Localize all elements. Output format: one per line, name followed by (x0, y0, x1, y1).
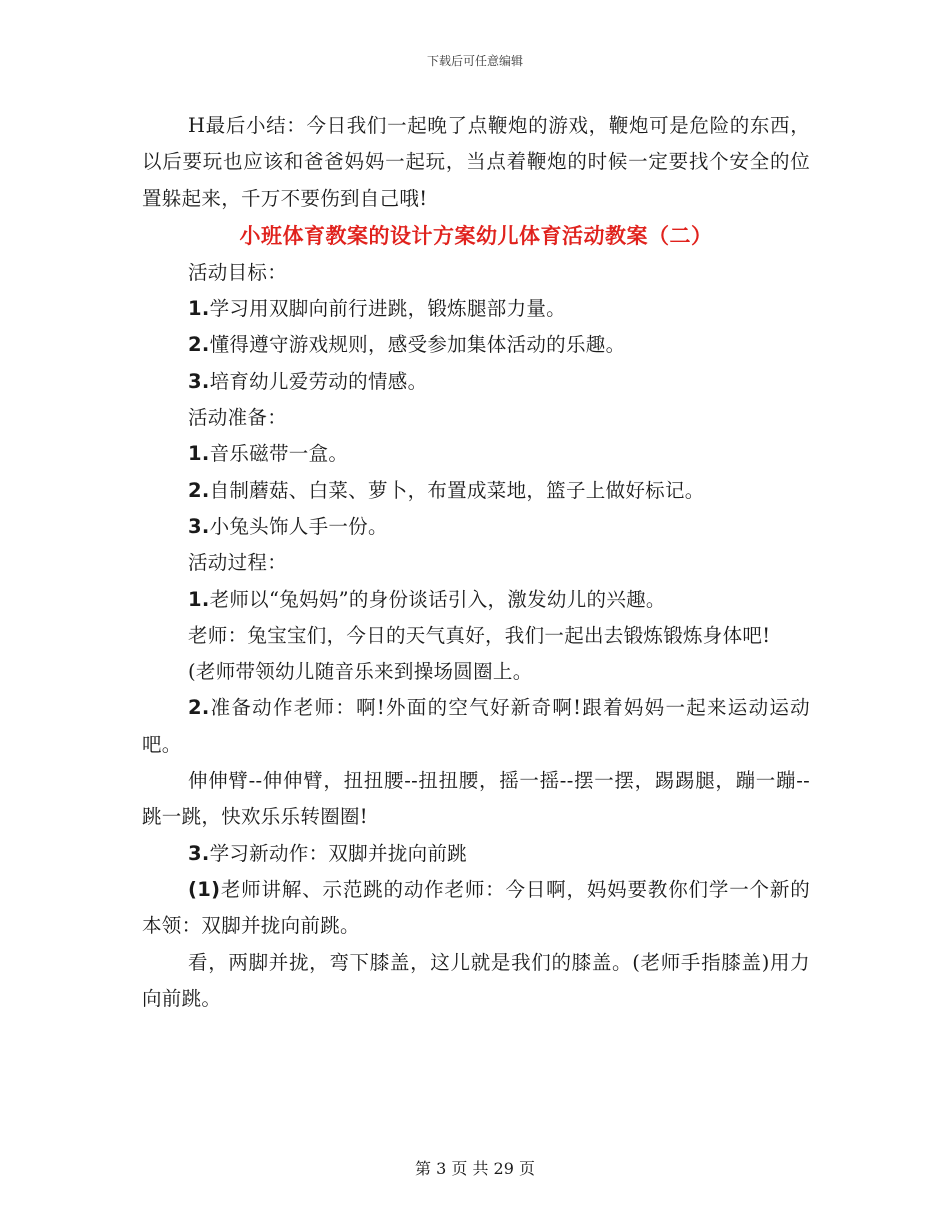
sub-step-1 (142, 872, 810, 945)
prep-3-text: 小兔头饰人手一份。 (209, 514, 388, 538)
prep-2-text: 自制蘑菇、白菜、萝卜，布置成菜地，篮子上做好标记。 (209, 478, 705, 502)
section-title: 小班体育教案的设计方案幼儿体育活动教案（二） (239, 223, 713, 248)
goal-2-text: 懂得遵守游戏规则，感受参加集体活动的乐趣。 (209, 333, 626, 357)
summary-paragraph: H最后小结：今日我们一起晚了点鞭炮的游戏，鞭炮可是危险的东西，以后要玩也应该和爸爸妈妈一起玩，当点着鞭炮的时候一定要找个安全的位置躲起来，千万不要伤到自己哦! (142, 114, 810, 210)
step-3-number: 3. (188, 841, 210, 865)
goal-item-2 (142, 327, 810, 363)
goal-1-number: 1. (188, 297, 210, 321)
step-1-number: 1. (188, 587, 210, 611)
prep-item-2 (142, 473, 810, 509)
goal-2-number: 2. (188, 333, 210, 357)
step-2-text: 准备动作老师：啊!外面的空气好新奇啊!跟着妈妈一起来运动运动吧。 (142, 696, 810, 756)
demo-instruction: 看，两脚并拢，弯下膝盖，这儿就是我们的膝盖。(老师手指膝盖)用力向前跳。 (142, 950, 810, 1010)
exercise-chant: 伸伸臂--伸伸臂，扭扭腰--扭扭腰，摇一摇--摆一摆，踢踢腿，蹦一蹦--跳一跳，快欢乐乐转圈圈! (142, 769, 810, 829)
goal-3-text: 培育幼儿爱劳动的情感。 (209, 369, 428, 393)
goal-3-number: 3. (188, 369, 210, 393)
process-heading: 活动过程： (188, 551, 288, 575)
prep-2-number: 2. (188, 478, 210, 502)
prep-1-number: 1. (188, 442, 210, 466)
document-body (142, 108, 810, 1017)
teacher-dialogue-1: 老师：兔宝宝们，今日的天气真好，我们一起出去锻炼锻炼身体吧! (188, 623, 771, 647)
goal-item-1 (142, 291, 810, 327)
goal-item-3 (142, 364, 810, 400)
prep-item-3 (142, 509, 810, 545)
step-1-text: 老师以“兔妈妈”的身份谈话引入，激发幼儿的兴趣。 (209, 587, 666, 611)
goal-1-text: 学习用双脚向前行进跳，锻炼腿部力量。 (209, 297, 566, 321)
prep-heading: 活动准备： (188, 406, 288, 430)
sub-step-1-number: (1) (188, 877, 221, 901)
prep-3-number: 3. (188, 514, 210, 538)
page-footer-number: 第 3 页 共 29 页 (415, 1159, 535, 1178)
process-step-2 (142, 690, 810, 763)
process-step-1 (142, 582, 810, 618)
step-3-text: 学习新动作：双脚并拢向前跳 (209, 841, 467, 865)
goals-heading: 活动目标： (188, 260, 288, 284)
page-header-note: 下载后可任意编辑 (426, 54, 523, 68)
lead-note: (老师带领幼儿随音乐来到操场圆圈上。 (188, 660, 533, 684)
step-2-number: 2. (188, 696, 210, 720)
process-step-3 (142, 836, 810, 872)
prep-1-text: 音乐磁带一盒。 (209, 442, 349, 466)
sub-step-1-text: 老师讲解、示范跳的动作老师：今日啊，妈妈要教你们学一个新的本领：双脚并拢向前跳。 (142, 877, 810, 938)
prep-item-1 (142, 436, 810, 472)
